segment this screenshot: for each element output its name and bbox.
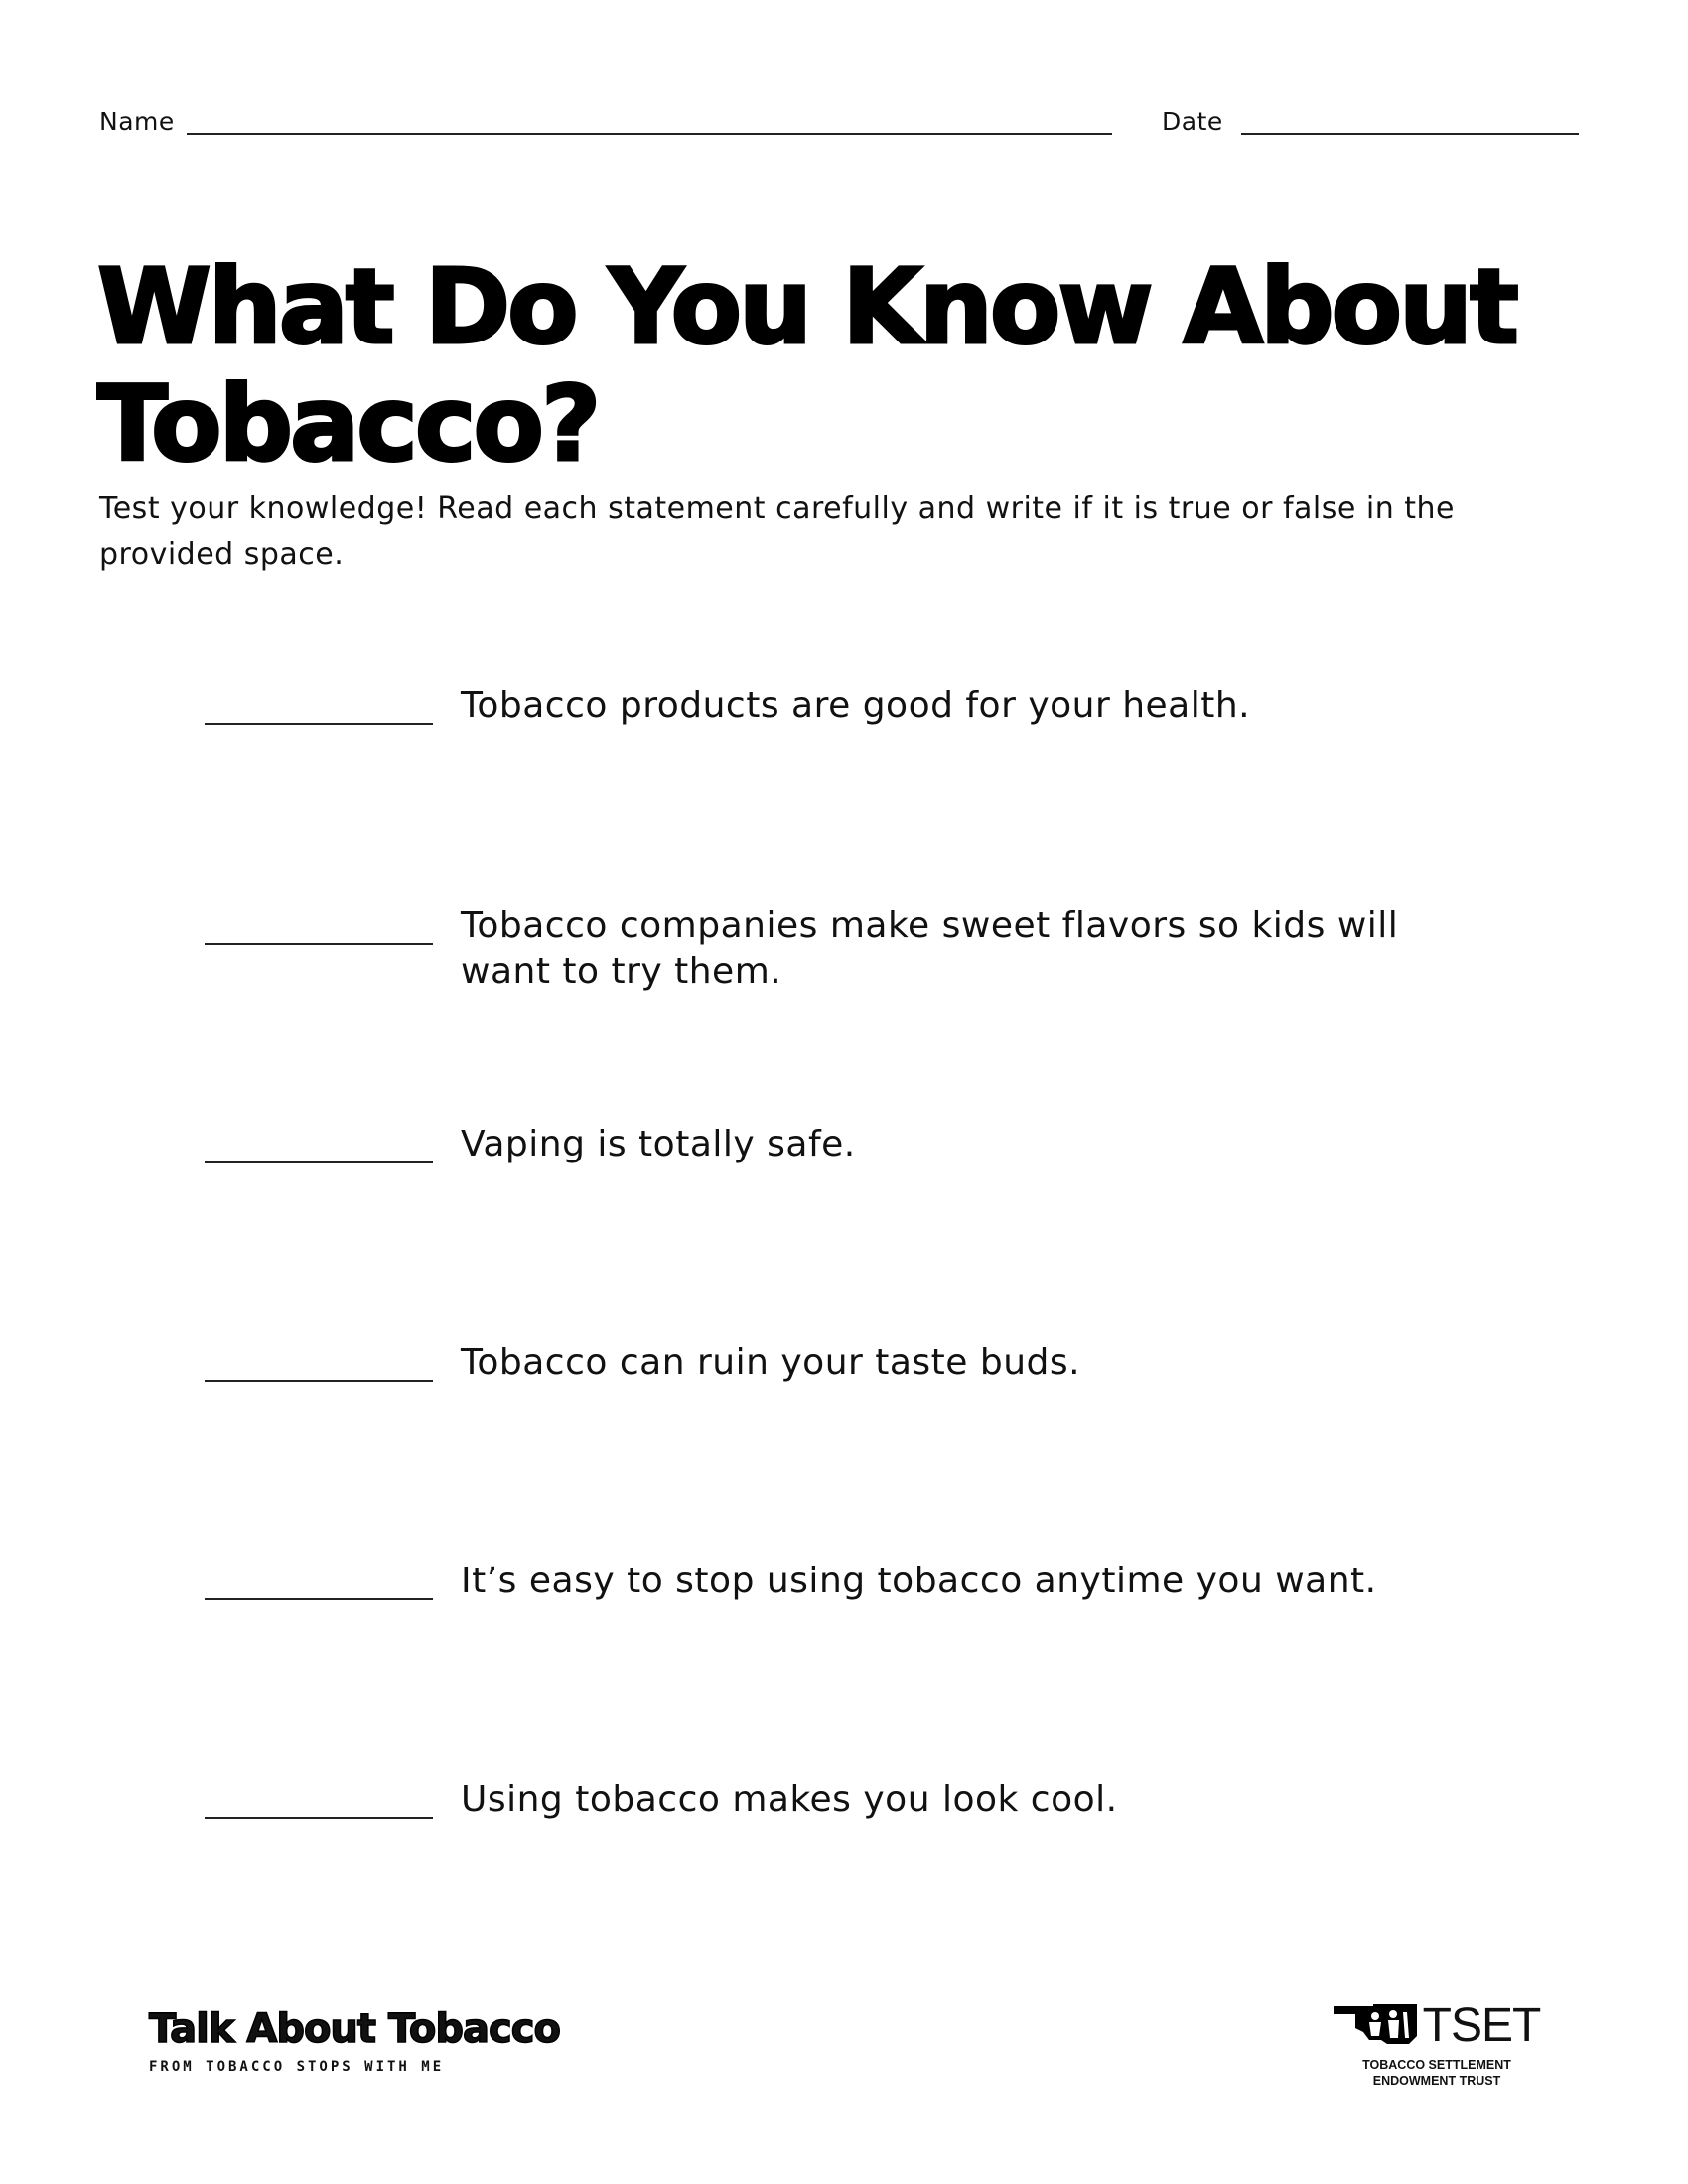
question-item	[205, 1559, 1495, 1678]
question-statement: Tobacco can ruin your taste buds.	[461, 1342, 1081, 1383]
answer-field[interactable]	[205, 1817, 433, 1819]
header-row	[99, 107, 1579, 147]
instructions: Test your knowledge! Read each statement carefully and write if it is true or false in the provided space.	[99, 491, 1455, 572]
page-title: What Do You Know About Tobacco?	[97, 246, 1516, 484]
tset-subtitle-line1: TOBACCO SETTLEMENT	[1362, 2058, 1511, 2072]
tset-wordmark: TSET	[1422, 1999, 1541, 2052]
question-statement: Tobacco products are good for your health.	[461, 685, 1251, 726]
question-item	[205, 683, 1495, 802]
question-item	[205, 1777, 1495, 1896]
answer-field[interactable]	[205, 1380, 433, 1382]
question-item	[205, 903, 1495, 1023]
answer-field[interactable]	[205, 943, 433, 945]
tset-logo	[1323, 2001, 1551, 2089]
date-label: Date	[1162, 107, 1223, 136]
date-field[interactable]	[1241, 133, 1579, 135]
answer-field[interactable]	[205, 723, 433, 725]
tset-subtitle-line2: ENDOWMENT TRUST	[1372, 2074, 1501, 2088]
question-statement: Vaping is totally safe.	[461, 1124, 856, 1164]
name-label: Name	[99, 107, 175, 136]
name-field[interactable]	[187, 133, 1112, 135]
brand-tagline: FROM TOBACCO STOPS WITH ME	[149, 2059, 445, 2075]
brand-title: Talk About Tobacco	[149, 2006, 560, 2052]
question-statement: It’s easy to stop using tobacco anytime you want.	[461, 1561, 1377, 1601]
tset-oklahoma-figures-icon	[1334, 2002, 1417, 2050]
question-item	[205, 1122, 1495, 1241]
question-item	[205, 1340, 1495, 1459]
question-statement: Using tobacco makes you look cool.	[461, 1779, 1118, 1820]
question-statement: Tobacco companies make sweet flavors so kids will want to try them.	[461, 905, 1399, 992]
talk-about-tobacco-logo	[149, 2005, 560, 2075]
answer-field[interactable]	[205, 1161, 433, 1163]
answer-field[interactable]	[205, 1598, 433, 1600]
